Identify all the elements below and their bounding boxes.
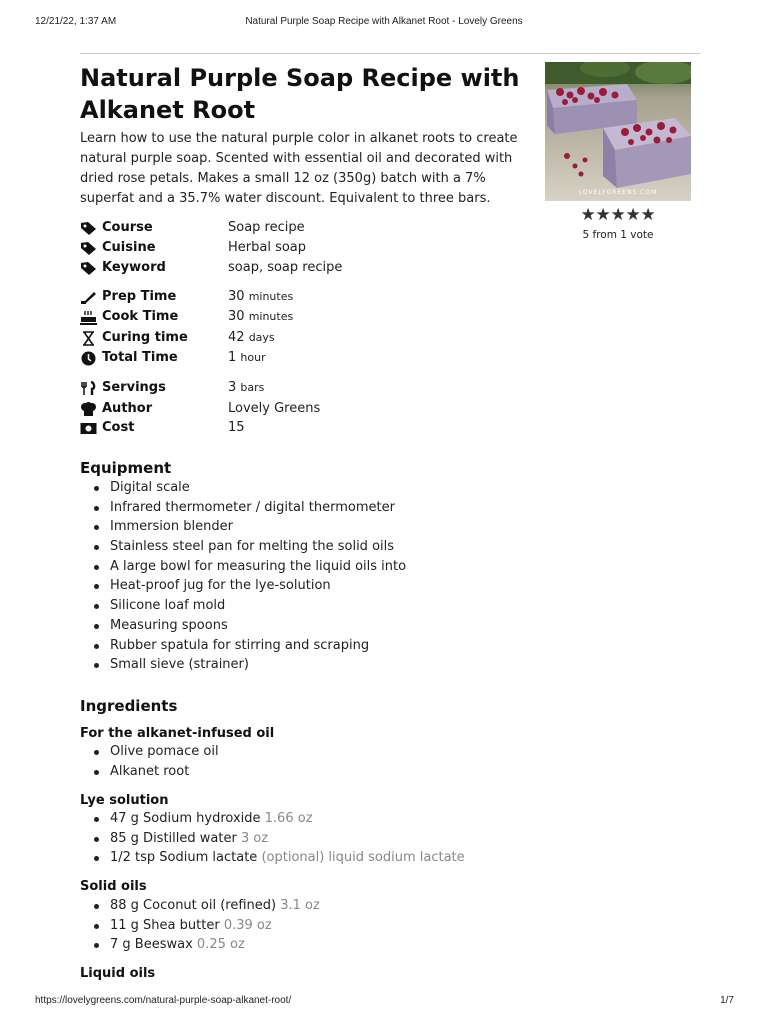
meta-servings bbox=[80, 378, 500, 398]
list-item: A large bowl for measuring the liquid oils into bbox=[80, 557, 540, 577]
star-icon[interactable]: ★ bbox=[610, 205, 626, 225]
meta-curing-time bbox=[80, 328, 500, 348]
ingredient-list bbox=[80, 742, 540, 781]
meta-value: 30 minutes bbox=[228, 289, 294, 304]
ingredient-item: Alkanet root bbox=[80, 762, 540, 782]
star-icon[interactable]: ★ bbox=[595, 205, 611, 225]
clock-icon bbox=[80, 351, 97, 366]
meta-keyword bbox=[80, 258, 500, 278]
ingredient-list bbox=[80, 896, 540, 955]
tag-icon bbox=[80, 241, 97, 256]
knife-icon bbox=[80, 290, 97, 305]
meta-author bbox=[80, 399, 500, 419]
meta-label: Curing time bbox=[102, 330, 188, 345]
meta-value: Soap recipe bbox=[228, 220, 305, 235]
meta-cost bbox=[80, 418, 500, 438]
meta-value: 1 hour bbox=[228, 350, 266, 365]
ingredient-list bbox=[80, 809, 540, 868]
meta-label: Cuisine bbox=[102, 240, 156, 255]
tag-icon bbox=[80, 221, 97, 236]
list-item: Infrared thermometer / digital thermometer bbox=[80, 498, 540, 518]
ingredient-item: 11 g Shea butter 0.39 oz bbox=[80, 916, 540, 936]
star-icon[interactable]: ★ bbox=[580, 205, 596, 225]
meta-value: soap, soap recipe bbox=[228, 260, 343, 275]
chef-hat-icon bbox=[80, 402, 97, 417]
meta-label: Cook Time bbox=[102, 309, 179, 324]
list-item: Measuring spoons bbox=[80, 616, 540, 636]
ingredient-item: Olive pomace oil bbox=[80, 742, 540, 762]
equipment-heading: Equipment bbox=[80, 459, 172, 477]
ingredient-group-title: Lye solution bbox=[80, 793, 169, 808]
ingredient-item: 1/2 tsp Sodium lactate (optional) liquid sodium lactate bbox=[80, 848, 540, 868]
meta-label: Total Time bbox=[102, 350, 178, 365]
utensils-icon bbox=[80, 381, 97, 396]
meta-label: Keyword bbox=[102, 260, 166, 275]
list-item: Digital scale bbox=[80, 478, 540, 498]
meta-cuisine bbox=[80, 238, 500, 258]
meta-label: Servings bbox=[102, 380, 166, 395]
photo-watermark: LOVELYGREENS.COM bbox=[578, 189, 658, 196]
rating-count: 5 from 1 vote bbox=[582, 229, 654, 241]
header-divider bbox=[80, 53, 700, 54]
meta-value: 15 bbox=[228, 420, 245, 435]
print-header bbox=[0, 16, 768, 30]
ingredients-heading: Ingredients bbox=[80, 697, 178, 715]
recipe-title: Natural Purple Soap Recipe with Alkanet Root bbox=[80, 64, 520, 124]
ingredient-item: 88 g Coconut oil (refined) 3.1 oz bbox=[80, 896, 540, 916]
meta-value: Lovely Greens bbox=[228, 401, 321, 416]
list-item: Immersion blender bbox=[80, 517, 540, 537]
print-footer bbox=[0, 995, 768, 1009]
recipe-photo bbox=[545, 62, 691, 201]
ingredient-group-title: Liquid oils bbox=[80, 966, 156, 981]
ingredient-item: 7 g Beeswax 0.25 oz bbox=[80, 935, 540, 955]
print-date: 12/21/22, 1:37 AM bbox=[35, 16, 117, 27]
star-icon[interactable]: ★ bbox=[625, 205, 641, 225]
equipment-list bbox=[80, 478, 540, 675]
meta-label: Author bbox=[102, 401, 153, 416]
meta-value: 3 bars bbox=[228, 380, 265, 395]
print-page-title: Natural Purple Soap Recipe with Alkanet Root - Lovely Greens bbox=[245, 16, 523, 27]
print-url[interactable]: https://lovelygreens.com/natural-purple-soap-alkanet-root/ bbox=[35, 995, 292, 1006]
list-item: Heat-proof jug for the lye-solution bbox=[80, 576, 540, 596]
ingredient-group-title: Solid oils bbox=[80, 879, 147, 894]
list-item: Rubber spatula for stirring and scraping bbox=[80, 636, 540, 656]
money-icon bbox=[80, 421, 97, 436]
meta-cook-time bbox=[80, 307, 500, 327]
tags-icon bbox=[80, 261, 97, 276]
ingredient-item: 85 g Distilled water 3 oz bbox=[80, 829, 540, 849]
pot-icon bbox=[80, 310, 97, 325]
meta-label: Cost bbox=[102, 420, 135, 435]
meta-prep-time bbox=[80, 287, 500, 307]
ingredient-item: 47 g Sodium hydroxide 1.66 oz bbox=[80, 809, 540, 829]
page-number: 1/7 bbox=[720, 995, 734, 1006]
list-item: Stainless steel pan for melting the solid oils bbox=[80, 537, 540, 557]
recipe-summary: Learn how to use the natural purple color in alkanet roots to create natural purple soap. Scented with essential oil and decorated with dried rose petals. Makes a small 12 oz (350g) batch with a 7% superfat and a 35.7% water discount. Equivalent to three bars. bbox=[80, 131, 518, 206]
meta-value: 42 days bbox=[228, 330, 275, 345]
list-item: Small sieve (strainer) bbox=[80, 655, 540, 675]
rating-stars[interactable] bbox=[545, 205, 691, 225]
list-item: Silicone loaf mold bbox=[80, 596, 540, 616]
star-icon[interactable]: ★ bbox=[640, 205, 656, 225]
meta-total-time bbox=[80, 348, 500, 368]
ingredient-group-title: For the alkanet-infused oil bbox=[80, 726, 275, 741]
meta-label: Prep Time bbox=[102, 289, 177, 304]
meta-value: Herbal soap bbox=[228, 240, 307, 255]
meta-course bbox=[80, 218, 500, 238]
hourglass-icon bbox=[80, 331, 97, 346]
meta-label: Course bbox=[102, 220, 153, 235]
meta-value: 30 minutes bbox=[228, 309, 294, 324]
